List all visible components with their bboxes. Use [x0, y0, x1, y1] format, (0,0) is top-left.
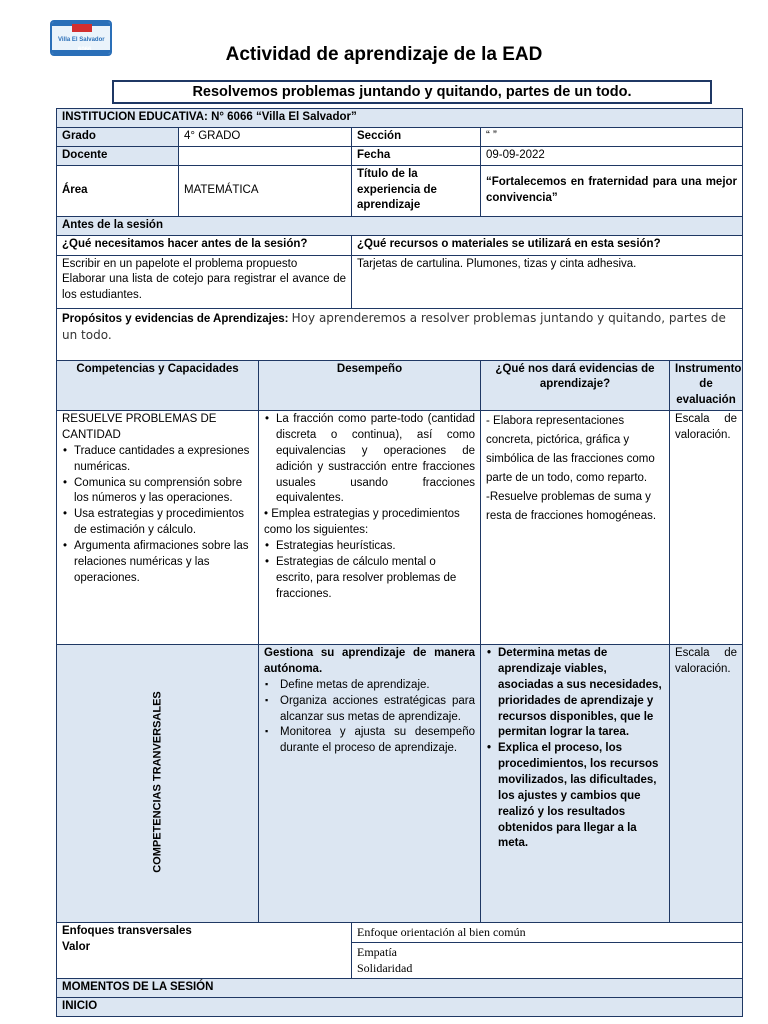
bullet-glyph: •: [264, 508, 272, 521]
capacidad-item: • Traduce cantidades a expresiones numéricas.: [62, 444, 253, 476]
area-label: Área: [57, 165, 179, 216]
transversales-label: COMPETENCIAS TRANVERSALES: [150, 691, 163, 873]
logo-red-mark: [72, 24, 92, 32]
col-instrumento: Instrumento de evaluación: [670, 360, 743, 411]
momentos-heading: MOMENTOS DE LA SESIÓN: [57, 978, 743, 997]
seccion-label: Sección: [352, 128, 481, 147]
enfoques-label: Enfoques transversales: [62, 925, 192, 938]
enfoque-value: Enfoque orientación al bien común: [352, 923, 743, 943]
desempeno-list-1: [264, 412, 475, 507]
area-value: MATEMÁTICA: [179, 165, 352, 216]
desempeno-intro-text: Emplea estrategias y procedimientos como los siguientes:: [264, 508, 460, 537]
fecha-value: 09-09-2022: [481, 146, 743, 165]
valor-label: Valor: [62, 941, 91, 954]
competencia-title: RESUELVE PROBLEMAS DE CANTIDAD: [62, 413, 217, 442]
gestiona-list: [264, 678, 475, 757]
propositos-text: Hoy aprenderemos a resolver problemas juntando y quitando, partes de un todo.: [62, 310, 726, 343]
grado-label: Grado: [57, 128, 179, 147]
seccion-value: “ ”: [481, 128, 743, 147]
transversal-evidencias-list: [486, 646, 664, 852]
gestiona-title: Gestiona su aprendizaje de manera autónoma.: [264, 647, 475, 676]
propositos-cell: [57, 308, 743, 360]
antes-answer-1: [57, 255, 352, 308]
competencia-cell: [57, 411, 259, 645]
antes-question-1: ¿Qué necesitamos hacer antes de la sesión?: [57, 235, 352, 255]
docente-value: [179, 146, 352, 165]
titulo-label: Título de la experiencia de aprendizaje: [352, 165, 481, 216]
transversales-wrap: [62, 646, 253, 918]
session-title: Resolvemos problemas juntando y quitando, partes de un todo.: [112, 80, 712, 104]
capacidad-item: • Argumenta afirmaciones sobre las relaciones numéricas y las operaciones.: [62, 539, 253, 587]
fecha-label: Fecha: [352, 146, 481, 165]
desempeno-list-2: [264, 539, 475, 602]
transversal-evidencia: • Explica el proceso, los procedimientos, los recursos movilizados, las dificultades, los ajustes y cambios que realizó y los resultados obtenidos para llegar a la meta.: [486, 741, 664, 852]
antes-answer-1-line1: Escribir en un papelote el problema propuesto: [62, 257, 298, 270]
gestiona-item: ▪ Monitorea y ajusta su desempeño durante el proceso de aprendizaje.: [264, 725, 475, 757]
capacidades-list: [62, 444, 253, 587]
gestiona-item: ▪ Define metas de aprendizaje.: [264, 678, 475, 694]
desempeno-cell: [259, 411, 481, 645]
institucion-cell: INSTITUCION EDUCATIVA: N° 6066 “Villa El Salvador”: [57, 109, 743, 128]
col-competencias: Competencias y Capacidades: [57, 360, 259, 411]
antes-answer-2: Tarjetas de cartulina. Plumones, tizas y cinta adhesiva.: [352, 255, 743, 308]
antes-question-2: ¿Qué recursos o materiales se utilizará en esta sesión?: [352, 235, 743, 255]
desempeno-item: • Estrategias heurísticas.: [264, 539, 475, 555]
page-title: Actividad de aprendizaje de la EAD: [225, 44, 543, 65]
col-desempeno: Desempeño: [259, 360, 481, 411]
capacidad-item: • Comunica su comprensión sobre los números y las operaciones.: [62, 476, 253, 508]
desempeno-item: • La fracción como parte-todo (cantidad discreta o continua), así como equivalencias y operaciones de adición y sustracción entre fracciones usuales usando fracciones equivalentes.: [264, 412, 475, 507]
desempeno-item: • Estrategias de cálculo mental o escrito, para resolver problemas de fracciones.: [264, 555, 475, 603]
enfoques-label-cell: [57, 923, 352, 979]
inicio-heading: INICIO: [57, 997, 743, 1016]
gestiona-cell: [259, 645, 481, 923]
antes-answer-1-line2: Elaborar una lista de cotejo para registrar el avance de los estudiantes.: [62, 273, 346, 302]
propositos-label: Propósitos y evidencias de Aprendizajes:: [62, 312, 289, 325]
gestiona-item: ▪ Organiza acciones estratégicas para alcanzar sus metas de aprendizaje.: [264, 694, 475, 726]
docente-label: Docente: [57, 146, 179, 165]
valores-cell: [352, 942, 743, 978]
session-table: [56, 108, 743, 1017]
logo-text-name: Villa El Salvador: [58, 37, 105, 43]
evidencia-2: -Resuelve problemas de suma y resta de fracciones homogéneas.: [486, 491, 657, 522]
antes-heading: Antes de la sesión: [57, 216, 743, 235]
capacidad-item: • Usa estrategias y procedimientos de estimación y cálculo.: [62, 507, 253, 539]
titulo-value: “Fortalecemos en fraternidad para una mejor convivencia”: [481, 165, 743, 216]
transversal-evidencia: • Determina metas de aprendizaje viables, asociadas a sus necesidades, prioridades de aprendizaje y recursos disponibles, que le permitan lograr la tarea.: [486, 646, 664, 741]
valor-2: Solidaridad: [357, 961, 413, 976]
col-evidencias: ¿Qué nos dará evidencias de aprendizaje?: [481, 360, 670, 411]
transversal-instrumento-cell: Escala de valoración.: [670, 645, 743, 923]
evidencias-cell: [481, 411, 670, 645]
desempeno-intro: [264, 507, 475, 539]
transversal-evidencias-cell: [481, 645, 670, 923]
valor-1: Empatía: [357, 944, 397, 959]
evidencia-1: - Elabora representaciones concreta, pictórica, gráfica y simbólica de las fracciones como parte de un todo, como reparto.: [486, 415, 655, 485]
instrumento-cell: Escala de valoración.: [670, 411, 743, 645]
transversales-label-cell: [57, 645, 259, 923]
grado-value: 4° GRADO: [179, 128, 352, 147]
